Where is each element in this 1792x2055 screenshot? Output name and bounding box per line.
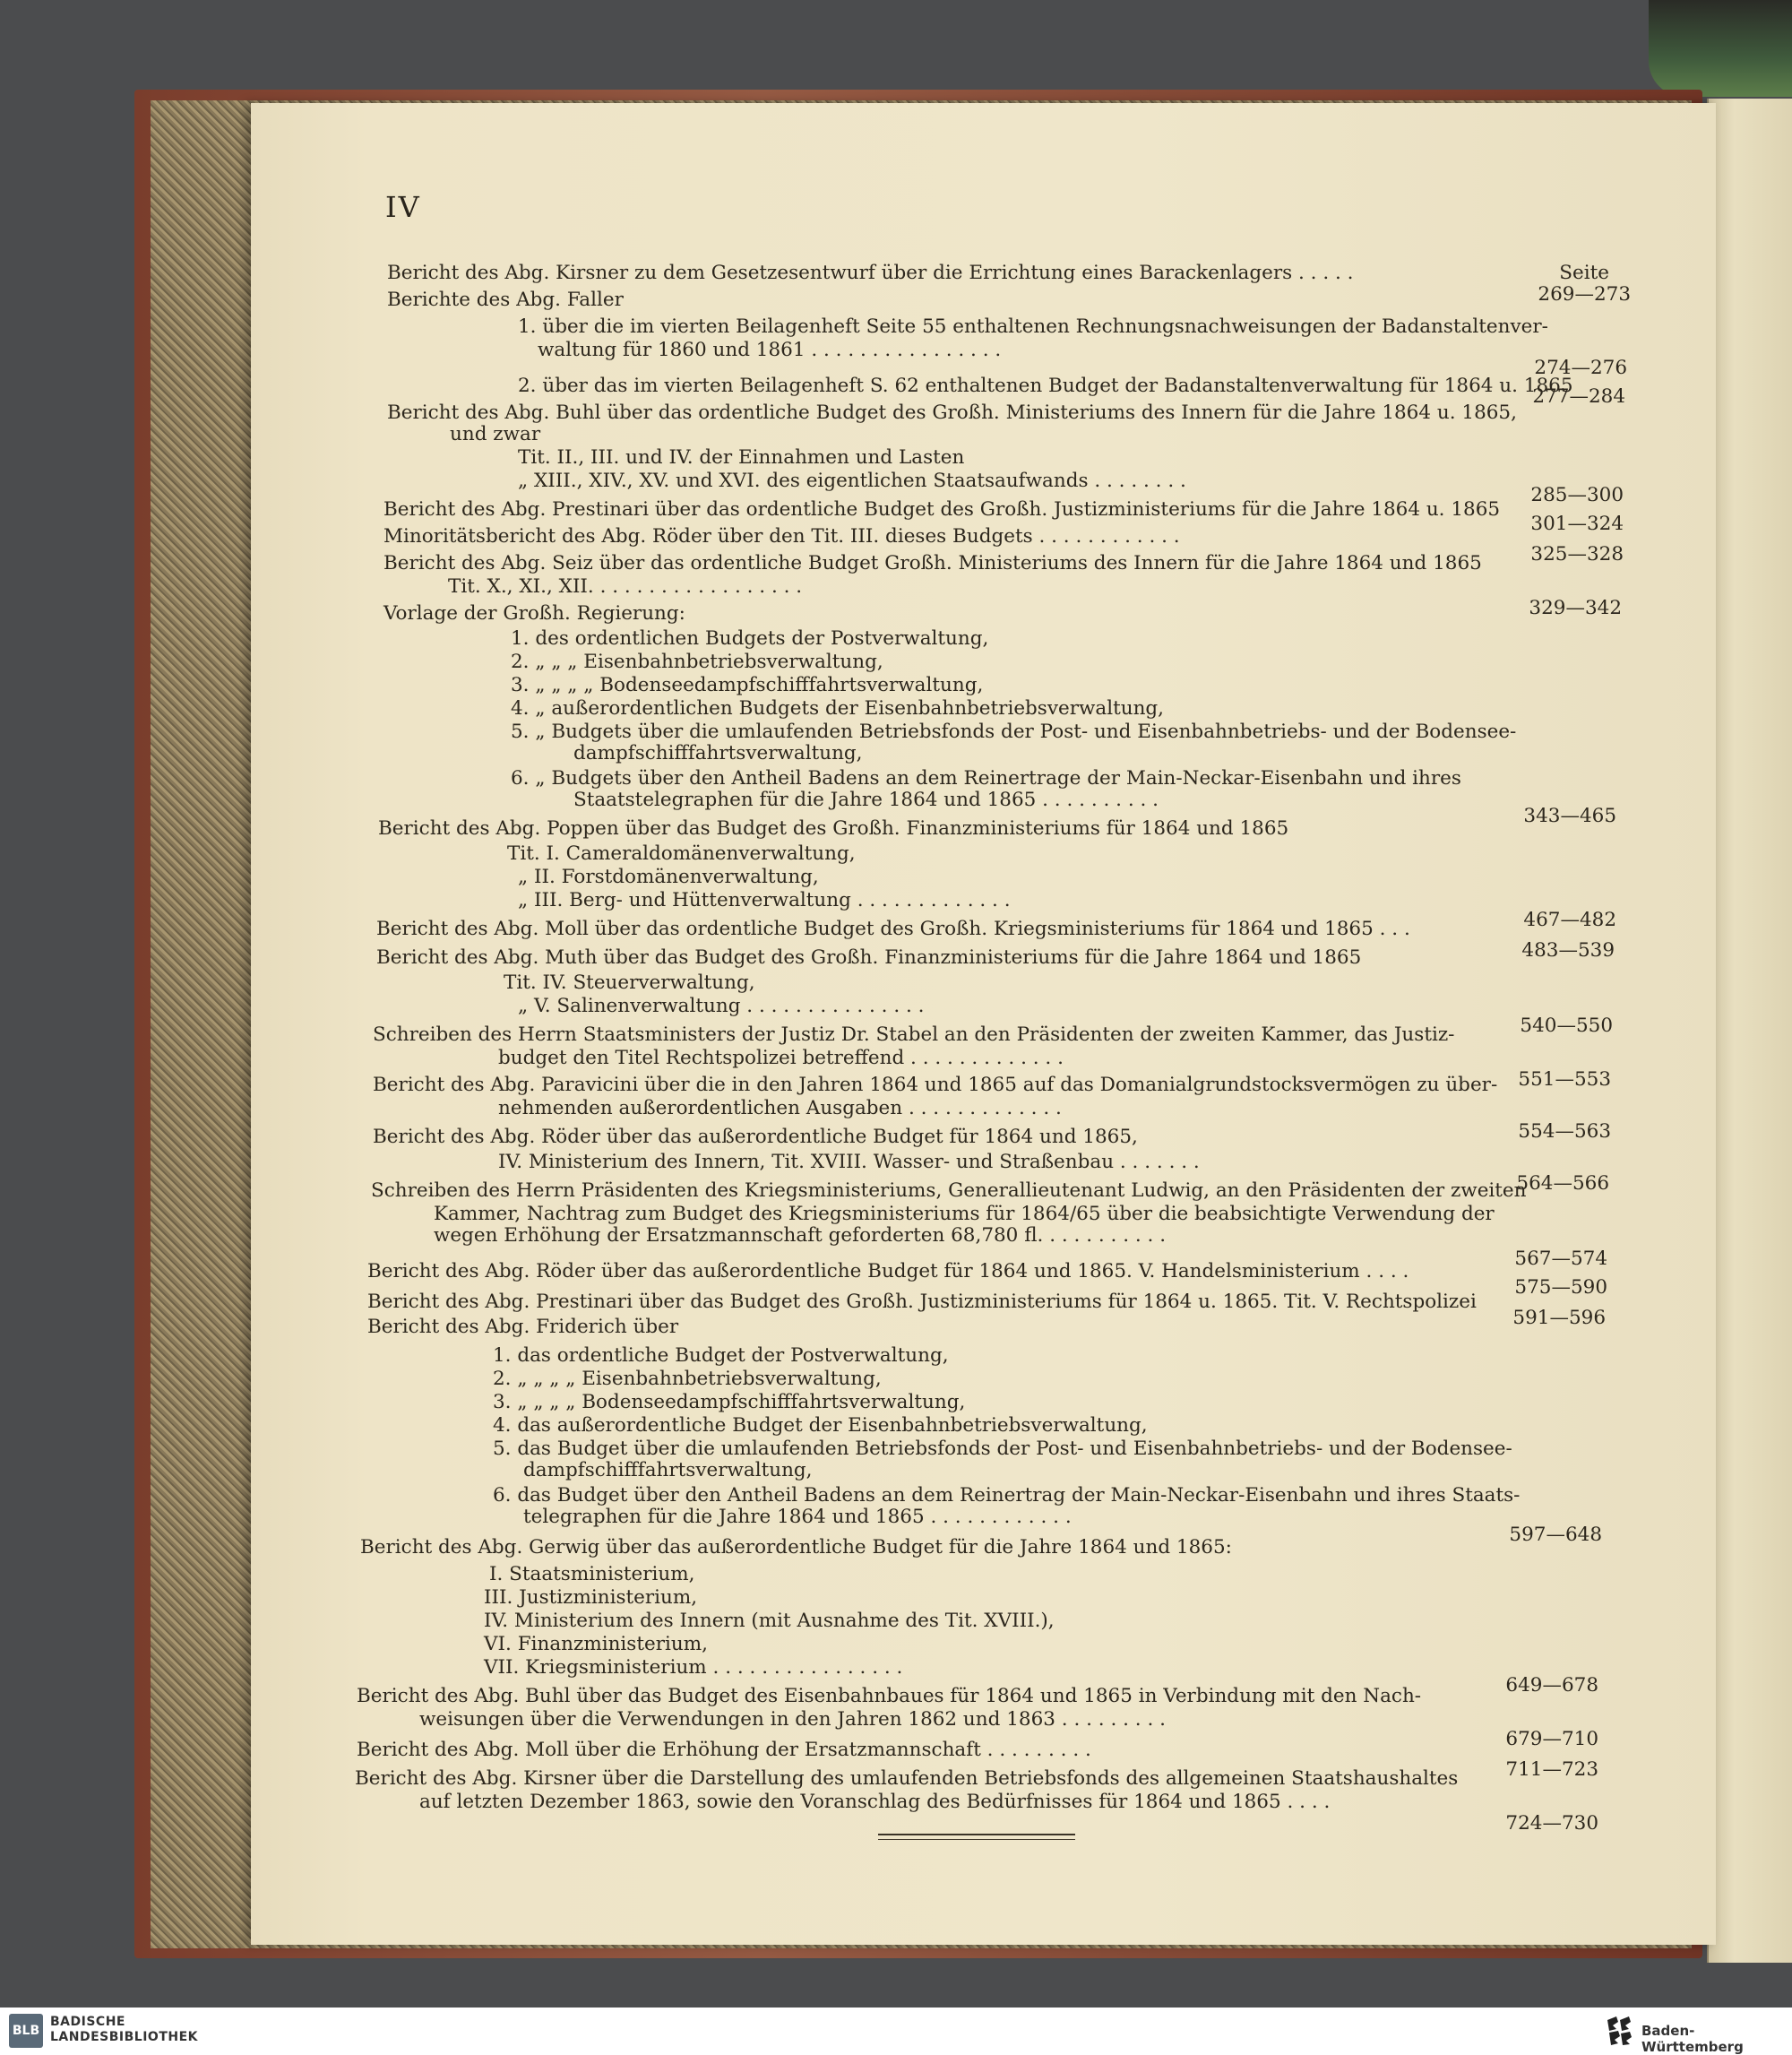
- toc-line: Bericht des Abg. Röder über das außerordentliche Budget für 1864 und 1865. V. Handelsministerium . . . .: [367, 1260, 1409, 1282]
- toc-line: auf letzten Dezember 1863, sowie den Voranschlag des Bedürfnisses für 1864 und 1865 . . . .: [419, 1791, 1331, 1813]
- toc-line: dampfschifffahrtsverwaltung,: [523, 1459, 813, 1481]
- toc-line: budget den Titel Rechtspolizei betreffend . . . . . . . . . . . . .: [498, 1047, 1064, 1069]
- toc-line: VI. Finanzministerium,: [484, 1633, 708, 1655]
- toc-line: Bericht des Abg. Moll über die Erhöhung der Ersatzmannschaft . . . . . . . . .: [357, 1739, 1091, 1761]
- toc-line: Tit. IV. Steuerverwaltung,: [504, 971, 755, 994]
- toc-line: Tit. I. Cameraldomänenverwaltung,: [507, 842, 856, 865]
- page-range: 301—324: [1530, 513, 1624, 535]
- book-spine: [1649, 0, 1792, 97]
- toc-line: III. Justizministerium,: [484, 1586, 698, 1609]
- page-range: 329—342: [1529, 597, 1622, 619]
- toc-line: Vorlage der Großh. Regierung:: [383, 602, 685, 625]
- toc-line: IV. Ministerium des Innern (mit Ausnahme des Tit. XVIII.),: [484, 1610, 1055, 1632]
- page-range: 274—276: [1534, 357, 1627, 379]
- toc-line: nehmenden außerordentlichen Ausgaben . . . . . . . . . . . . .: [498, 1097, 1062, 1119]
- library-name-line1: BADISCHE: [50, 2015, 125, 2029]
- toc-line: waltung für 1860 und 1861 . . . . . . . . . . . . . . . .: [538, 339, 1002, 361]
- toc-line: Tit. X., XI., XII. . . . . . . . . . . . . . . . . .: [448, 575, 803, 598]
- toc-line: 4. „ außerordentlichen Budgets der Eisenbahnbetriebsverwaltung,: [511, 697, 1165, 720]
- library-name-line2: LANDESBIBLIOTHEK: [50, 2030, 199, 2044]
- page-range: 269—273: [1538, 283, 1631, 306]
- page-range: 597—648: [1509, 1524, 1602, 1546]
- page-range: 467—482: [1523, 909, 1616, 931]
- toc-line: „ III. Berg- und Hüttenverwaltung . . . . . . . . . . . . .: [518, 889, 1011, 911]
- page-range: 679—710: [1505, 1728, 1598, 1750]
- page-range: 567—574: [1514, 1248, 1607, 1270]
- facing-page-edge: [1707, 99, 1792, 1963]
- toc-line: 4. das außerordentliche Budget der Eisenbahnbetriebsverwaltung,: [493, 1414, 1148, 1437]
- page-range: 343—465: [1523, 805, 1616, 827]
- page-number: IV: [385, 190, 421, 224]
- toc-line: 1. das ordentliche Budget der Postverwaltung,: [493, 1344, 949, 1367]
- toc-line: Tit. II., III. und IV. der Einnahmen und Lasten: [518, 446, 965, 469]
- page-range: 540—550: [1520, 1015, 1613, 1037]
- state-name: Baden-Württemberg: [1641, 2023, 1744, 2055]
- page-range: 325—328: [1530, 543, 1624, 566]
- toc-line: I. Staatsministerium,: [489, 1563, 695, 1585]
- page-range: 649—678: [1505, 1674, 1598, 1697]
- toc-line: 1. über die im vierten Beilagenheft Seite 55 enthaltenen Rechnungsnachweisungen der Badanstaltenver-: [518, 315, 1548, 338]
- page-range: 554—563: [1518, 1120, 1611, 1143]
- toc-line: 5. das Budget über die umlaufenden Betriebsfonds der Post- und Eisenbahnbetriebs- und der Bodensee-: [493, 1438, 1512, 1460]
- toc-line: Bericht des Abg. Kirsner über die Darstellung des umlaufenden Betriebsfonds des allgemeinen Staatshaushaltes: [355, 1767, 1459, 1790]
- toc-line: 5. „ Budgets über die umlaufenden Betriebsfonds der Post- und Eisenbahnbetriebs- und der Bodensee-: [511, 721, 1517, 743]
- page-range: 483—539: [1521, 939, 1615, 962]
- page-range: 285—300: [1530, 484, 1624, 506]
- page-range: 277—284: [1532, 385, 1625, 408]
- seite-header: Seite: [1559, 262, 1609, 284]
- toc-line: Schreiben des Herrn Staatsministers der Justiz Dr. Stabel an den Präsidenten der zweiten Kammer, das Justiz-: [373, 1023, 1455, 1046]
- toc-line: Bericht des Abg. Seiz über das ordentliche Budget Großh. Ministeriums des Innern für die Jahre 1864 und 1865: [383, 552, 1482, 574]
- toc-line: Staatstelegraphen für die Jahre 1864 und 1865 . . . . . . . . . .: [573, 789, 1159, 811]
- toc-line: 6. „ Budgets über den Antheil Badens an dem Reinertrage der Main-Neckar-Eisenbahn und ihres: [511, 767, 1461, 790]
- baden-wuerttemberg-lions-icon[interactable]: [1604, 2015, 1634, 2047]
- blb-logo-icon[interactable]: BLB: [9, 2014, 43, 2048]
- page-range: 711—723: [1505, 1758, 1598, 1781]
- toc-line: und zwar: [450, 423, 541, 445]
- toc-line: Bericht des Abg. Muth über das Budget des Großh. Finanzministeriums für die Jahre 1864 und 1865: [376, 946, 1362, 969]
- toc-line: 6. das Budget über den Antheil Badens an dem Reinertrag der Main-Neckar-Eisenbahn und ihres Staats-: [493, 1484, 1521, 1507]
- toc-line: Bericht des Abg. Buhl über das Budget des Eisenbahnbaues für 1864 und 1865 in Verbindung mit den Nach-: [357, 1685, 1422, 1707]
- closing-rule: [878, 1834, 1075, 1835]
- toc-line: 2. „ „ „ Eisenbahnbetriebsverwaltung,: [511, 651, 883, 673]
- toc-line: Bericht des Abg. Moll über das ordentliche Budget des Großh. Kriegsministeriums für 1864 und 1865 . . .: [376, 918, 1410, 940]
- page-range: 551—553: [1518, 1068, 1611, 1091]
- toc-line: Berichte des Abg. Faller: [387, 289, 624, 311]
- toc-line: Bericht des Abg. Röder über das außerordentliche Budget für 1864 und 1865,: [373, 1126, 1138, 1148]
- toc-line: 3. „ „ „ „ Bodenseedampfschifffahrtsverwaltung,: [493, 1391, 966, 1413]
- toc-line: Bericht des Abg. Friderich über: [367, 1316, 679, 1338]
- library-name: [50, 2015, 198, 2045]
- toc-line: wegen Erhöhung der Ersatzmannschaft geforderten 68,780 fl. . . . . . . . . . .: [434, 1224, 1167, 1247]
- toc-line: weisungen über die Verwendungen in den Jahren 1862 und 1863 . . . . . . . . .: [419, 1708, 1166, 1731]
- toc-line: telegraphen für die Jahre 1864 und 1865 . . . . . . . . . . . .: [523, 1506, 1072, 1528]
- toc-line: 2. „ „ „ „ Eisenbahnbetriebsverwaltung,: [493, 1368, 882, 1390]
- toc-line: Bericht des Abg. Prestinari über das ordentliche Budget des Großh. Justizministeriums für die Jahre 1864 u. 1865: [383, 498, 1501, 521]
- toc-line: Bericht des Abg. Kirsner zu dem Gesetzesentwurf über die Errichtung eines Barackenlagers . . . . .: [387, 262, 1354, 284]
- toc-line: Bericht des Abg. Prestinari über das Budget des Großh. Justizministeriums für 1864 u. 1865. Tit. V. Rechtspolizei: [367, 1291, 1477, 1313]
- toc-line: Bericht des Abg. Buhl über das ordentliche Budget des Großh. Ministeriums des Innern für die Jahre 1864 u. 1865,: [387, 402, 1517, 424]
- page-range: 591—596: [1512, 1307, 1606, 1329]
- toc-line: dampfschifffahrtsverwaltung,: [573, 742, 863, 764]
- toc-line: „ II. Forstdomänenverwaltung,: [518, 866, 819, 888]
- toc-line: „ V. Salinenverwaltung . . . . . . . . . . . . . . .: [518, 995, 925, 1017]
- toc-line: 1. des ordentlichen Budgets der Postverwaltung,: [511, 627, 989, 650]
- toc-line: Kammer, Nachtrag zum Budget des Kriegsministeriums für 1864/65 über die beabsichtigte Verwendung der: [434, 1203, 1495, 1225]
- toc-line: Minoritätsbericht des Abg. Röder über den Tit. III. dieses Budgets . . . . . . . . . . . .: [383, 525, 1180, 548]
- page-range: 724—730: [1505, 1812, 1598, 1835]
- closing-rule: [878, 1839, 1075, 1840]
- page-range: 564—566: [1516, 1172, 1609, 1195]
- toc-line: IV. Ministerium des Innern, Tit. XVIII. Wasser- und Straßenbau . . . . . . .: [498, 1151, 1200, 1173]
- toc-line: „ XIII., XIV., XV. und XVI. des eigentlichen Staatsaufwands . . . . . . . .: [518, 470, 1186, 492]
- toc-line: Bericht des Abg. Gerwig über das außerordentliche Budget für die Jahre 1864 und 1865:: [360, 1536, 1232, 1559]
- toc-line: Bericht des Abg. Paravicini über die in den Jahren 1864 und 1865 auf das Domanialgrundstocksvermögen zu über-: [373, 1074, 1498, 1096]
- page-range: 575—590: [1514, 1276, 1607, 1299]
- toc-line: Bericht des Abg. Poppen über das Budget des Großh. Finanzministeriums für 1864 und 1865: [378, 817, 1289, 840]
- toc-line: Schreiben des Herrn Präsidenten des Kriegsministeriums, Generallieutenant Ludwig, an den Präsidenten der zweiten: [371, 1179, 1527, 1202]
- toc-line: VII. Kriegsministerium . . . . . . . . . . . . . . . .: [484, 1656, 903, 1679]
- toc-line: 3. „ „ „ „ Bodenseedampfschifffahrtsverwaltung,: [511, 674, 984, 696]
- footer-bar: [0, 2008, 1792, 2055]
- toc-line: 2. über das im vierten Beilagenheft S. 62 enthaltenen Budget der Badanstaltenverwaltung für 1864 u. 1865: [518, 375, 1573, 397]
